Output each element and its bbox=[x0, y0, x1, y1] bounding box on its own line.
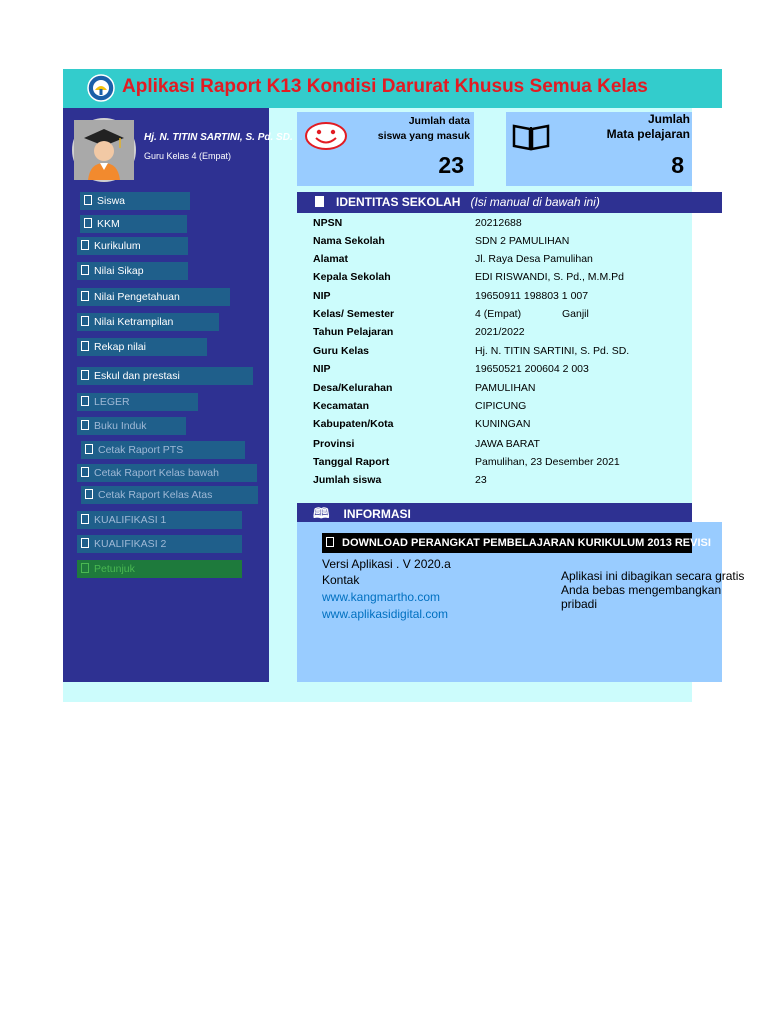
open-book-icon: 🕮 bbox=[313, 505, 330, 521]
info-row-npsn bbox=[313, 214, 522, 232]
info-row-guru-kelas bbox=[313, 342, 629, 360]
info-row-kelas-semester bbox=[313, 305, 589, 323]
info-row-nama-sekolah bbox=[313, 232, 569, 250]
info-key: Kepala Sekolah bbox=[313, 271, 391, 283]
info-row-nip-guru bbox=[313, 360, 589, 378]
info-row-tahun-pelajaran bbox=[313, 323, 525, 341]
info-key: Kecamatan bbox=[313, 400, 370, 412]
info-key: Desa/Kelurahan bbox=[313, 382, 393, 394]
info-key: NIP bbox=[313, 363, 331, 375]
link-aplikasidigital[interactable]: www.aplikasidigital.com bbox=[322, 607, 449, 621]
menu-bullet-icon bbox=[81, 420, 89, 430]
subject-count-card bbox=[506, 112, 692, 186]
info-row-desa bbox=[313, 379, 535, 397]
download-label: DOWNLOAD PERANGKAT PEMBELAJARAN KURIKULUM 2013 REVISI bbox=[342, 537, 711, 549]
info-value: SDN 2 PAMULIHAN bbox=[475, 235, 570, 247]
menu-bullet-icon bbox=[84, 218, 92, 228]
sidebar-item-nilai-pengetahuan[interactable] bbox=[77, 288, 230, 306]
sidebar-item-nilai-sikap[interactable] bbox=[77, 262, 188, 280]
info-key: Kabupaten/Kota bbox=[313, 418, 394, 430]
info-value: Pamulihan, 23 Desember 2021 bbox=[475, 456, 620, 468]
link-kangmartho[interactable]: www.kangmartho.com bbox=[322, 590, 441, 604]
sidebar-item-cetak-raport-kelas-bawah[interactable] bbox=[77, 464, 257, 482]
info-key: Nama Sekolah bbox=[313, 235, 385, 247]
informasi-header bbox=[297, 503, 692, 524]
info-key: NPSN bbox=[313, 217, 343, 229]
menu-bullet-icon bbox=[81, 316, 89, 326]
informasi-heading: INFORMASI bbox=[343, 507, 411, 521]
sidebar-item-label: Rekap nilai bbox=[94, 341, 146, 353]
identitas-note: (Isi manual di bawah ini) bbox=[470, 195, 600, 209]
sidebar-item-label: Kurikulum bbox=[94, 240, 141, 252]
menu-bullet-icon bbox=[81, 396, 89, 406]
subject-count-label-line1: Jumlah bbox=[647, 112, 690, 126]
sidebar-item-buku-induk[interactable] bbox=[77, 417, 186, 435]
sidebar-item-kurikulum[interactable] bbox=[77, 237, 188, 255]
document-icon bbox=[315, 196, 324, 207]
menu-bullet-icon bbox=[84, 195, 92, 205]
menu-bullet-icon bbox=[81, 467, 89, 477]
sidebar-item-label: Siswa bbox=[97, 195, 126, 207]
sidebar-item-rekap-nilai[interactable] bbox=[77, 338, 207, 356]
menu-bullet-icon bbox=[81, 370, 89, 380]
identitas-heading: IDENTITAS SEKOLAH bbox=[336, 195, 461, 209]
teacher-name: Hj. N. TITIN SARTINI, S. Pd. SD. bbox=[144, 132, 293, 143]
info-row-kecamatan bbox=[313, 397, 526, 415]
sidebar-item-label: Cetak Raport Kelas Atas bbox=[98, 489, 213, 501]
sidebar-item-label: LEGER bbox=[94, 396, 130, 408]
sidebar-item-label: Nilai Ketrampilan bbox=[94, 316, 174, 328]
avatar bbox=[72, 118, 136, 182]
sidebar-item-cetak-raport-pts[interactable] bbox=[81, 441, 245, 459]
menu-bullet-icon bbox=[81, 291, 89, 301]
info-key: Provinsi bbox=[313, 438, 355, 450]
info-value: Hj. N. TITIN SARTINI, S. Pd. SD. bbox=[475, 345, 630, 357]
info-row-kabupaten bbox=[313, 415, 530, 433]
sidebar-item-kualifikasi-2[interactable] bbox=[77, 535, 242, 553]
student-count-card bbox=[297, 112, 474, 186]
app-version: Versi Aplikasi . V 2020.a bbox=[322, 557, 451, 571]
graduate-icon bbox=[74, 120, 134, 180]
info-row-kepala-sekolah bbox=[313, 268, 624, 286]
subject-count-label-line2: Mata pelajaran bbox=[606, 127, 690, 141]
menu-bullet-icon bbox=[81, 240, 89, 250]
sidebar-item-label: KKM bbox=[97, 218, 120, 230]
menu-bullet-icon bbox=[81, 538, 89, 548]
menu-bullet-icon bbox=[85, 444, 93, 454]
info-value: 19650911 198803 1 007 bbox=[475, 290, 589, 302]
menu-bullet-icon bbox=[81, 341, 89, 351]
subject-count-label bbox=[566, 112, 690, 142]
teacher-role: Guru Kelas 4 (Empat) bbox=[144, 151, 232, 161]
info-value: Jl. Raya Desa Pamulihan bbox=[475, 253, 593, 265]
subject-count-value: 8 bbox=[671, 152, 684, 178]
download-button[interactable] bbox=[322, 533, 711, 553]
info-row-jumlah-siswa bbox=[313, 471, 487, 489]
share-line-1: Aplikasi ini dibagikan secara gratis bbox=[561, 569, 745, 583]
share-note bbox=[561, 569, 745, 619]
sidebar-item-kkm[interactable] bbox=[80, 215, 187, 233]
info-key: Guru Kelas bbox=[313, 345, 370, 357]
info-value: 4 (Empat) bbox=[475, 308, 522, 320]
info-value: 2021/2022 bbox=[475, 326, 525, 338]
info-value: KUNINGAN bbox=[475, 418, 531, 430]
info-key: Kelas/ Semester bbox=[313, 308, 395, 320]
info-key: Jumlah siswa bbox=[313, 474, 382, 486]
sidebar-item-petunjuk[interactable] bbox=[77, 560, 242, 578]
info-row-tanggal-raport bbox=[313, 453, 620, 471]
sidebar-item-label: Petunjuk bbox=[94, 563, 135, 575]
student-count-label-line2: siswa yang masuk bbox=[377, 130, 470, 142]
smiley-icon bbox=[304, 121, 348, 151]
menu-bullet-icon bbox=[81, 265, 89, 275]
sidebar-item-label: Cetak Raport Kelas bawah bbox=[94, 467, 219, 479]
sidebar-item-label: Buku Induk bbox=[94, 420, 147, 432]
menu-bullet-icon bbox=[81, 514, 89, 524]
info-value: EDI RISWANDI, S. Pd., M.M.Pd bbox=[475, 271, 624, 283]
sidebar-item-label: Nilai Sikap bbox=[94, 265, 144, 277]
info-row-alamat bbox=[313, 250, 593, 268]
sidebar-item-label: KUALIFIKASI 1 bbox=[94, 514, 167, 526]
info-value-semester: Ganjil bbox=[562, 308, 589, 320]
sidebar-item-label: Cetak Raport PTS bbox=[98, 444, 184, 456]
tut-wuri-handayani-logo-icon bbox=[87, 74, 115, 102]
identitas-header bbox=[297, 192, 722, 213]
sidebar-item-leger[interactable] bbox=[77, 393, 198, 411]
share-line-2: Anda bebas mengembangkan bbox=[561, 583, 722, 597]
info-value: CIPICUNG bbox=[475, 400, 527, 412]
info-value: 20212688 bbox=[475, 217, 522, 229]
info-row-provinsi bbox=[313, 435, 540, 453]
info-key: Tahun Pelajaran bbox=[313, 326, 394, 338]
info-value: 19650521 200604 2 003 bbox=[475, 363, 589, 375]
info-value: JAWA BARAT bbox=[475, 438, 540, 450]
student-count-label bbox=[357, 114, 470, 144]
sidebar-item-label: Nilai Pengetahuan bbox=[94, 291, 180, 303]
share-line-3: pribadi bbox=[561, 597, 598, 611]
sidebar-item-label: KUALIFIKASI 2 bbox=[94, 538, 167, 550]
info-value: 23 bbox=[475, 474, 487, 486]
sidebar-item-label: Eskul dan prestasi bbox=[94, 370, 180, 382]
download-bullet-icon bbox=[326, 537, 334, 547]
info-value: PAMULIHAN bbox=[475, 382, 536, 394]
book-icon bbox=[511, 121, 551, 151]
info-key: NIP bbox=[313, 290, 331, 302]
sidebar-item-eskul-dan-prestasi[interactable] bbox=[77, 367, 253, 385]
app-title: Aplikasi Raport K13 Kondisi Darurat Khusus Semua Kelas bbox=[122, 76, 648, 97]
student-count-value: 23 bbox=[438, 152, 464, 178]
sidebar-item-kualifikasi-1[interactable] bbox=[77, 511, 242, 529]
menu-bullet-icon bbox=[85, 489, 93, 499]
menu-bullet-icon bbox=[81, 563, 89, 573]
sidebar-item-cetak-raport-kelas-atas[interactable] bbox=[81, 486, 258, 504]
info-key: Tanggal Raport bbox=[313, 456, 390, 468]
info-row-nip-kepala bbox=[313, 287, 588, 305]
sidebar-item-nilai-ketrampilan[interactable] bbox=[77, 313, 219, 331]
student-count-label-line1: Jumlah data bbox=[408, 115, 470, 127]
sidebar-item-siswa[interactable] bbox=[80, 192, 190, 210]
contact-label: Kontak bbox=[322, 573, 360, 587]
info-key: Alamat bbox=[313, 253, 349, 265]
